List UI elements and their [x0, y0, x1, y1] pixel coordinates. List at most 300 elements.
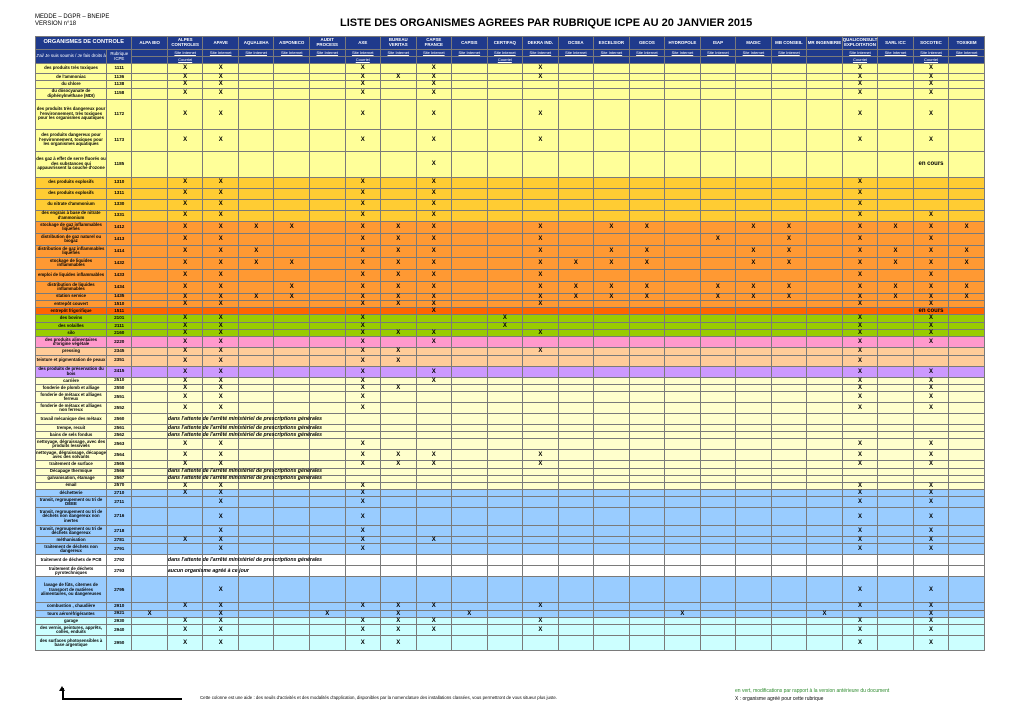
- approved-mark: X: [345, 384, 381, 391]
- row-label: teinture et pigmentation de peaux: [36, 355, 107, 366]
- empty-cell: [238, 392, 274, 403]
- empty-cell: [771, 482, 807, 489]
- empty-cell: [771, 64, 807, 74]
- footnote: Cette colonne est une aide : des seuils d'activités et des modalités d'application, disponibles par la nomenclature des installations classées, vous permettront de vous situeur plus juste.: [200, 695, 558, 700]
- empty-cell: [381, 489, 417, 496]
- empty-cell: [381, 210, 417, 221]
- approved-mark: X: [345, 355, 381, 366]
- empty-cell: [274, 245, 310, 257]
- approved-mark: X: [203, 537, 239, 544]
- approved-mark: X: [203, 384, 239, 391]
- approved-mark: X: [913, 233, 949, 245]
- empty-cell: [949, 384, 985, 391]
- mail-link[interactable]: Courriel: [842, 57, 878, 64]
- site-link[interactable]: Site Internet: [878, 50, 914, 57]
- approved-mark: X: [913, 377, 949, 384]
- empty-cell: [309, 618, 345, 625]
- empty-cell: [167, 544, 203, 555]
- empty-cell: [736, 74, 772, 81]
- empty-cell: [807, 281, 843, 293]
- empty-cell: [238, 88, 274, 99]
- empty-cell: [558, 566, 594, 577]
- empty-cell: [771, 577, 807, 603]
- empty-cell: [665, 377, 701, 384]
- approved-mark: X: [842, 377, 878, 384]
- row-code: 1433: [107, 269, 132, 281]
- empty-cell: [132, 566, 168, 577]
- site-link[interactable]: Site Internet: [629, 50, 665, 57]
- empty-cell: [949, 432, 985, 439]
- empty-cell: [132, 377, 168, 384]
- row-label: transit, regroupement ou tri de déchets dangereux: [36, 526, 107, 537]
- empty-cell: [132, 348, 168, 355]
- approved-mark: X: [523, 618, 559, 625]
- empty-cell: [274, 461, 310, 468]
- approved-mark: X: [167, 450, 203, 461]
- table-row: [36, 81, 985, 88]
- row-code: 1310: [107, 177, 132, 188]
- table-row: [36, 245, 985, 257]
- empty-cell: [700, 57, 736, 64]
- empty-cell: [949, 199, 985, 210]
- empty-cell: [629, 425, 665, 432]
- empty-cell: [523, 315, 559, 322]
- empty-cell: [807, 603, 843, 610]
- empty-cell: [238, 482, 274, 489]
- approved-mark: X: [345, 293, 381, 300]
- empty-cell: [381, 537, 417, 544]
- empty-cell: [629, 461, 665, 468]
- empty-cell: [736, 482, 772, 489]
- empty-cell: [665, 81, 701, 88]
- site-link[interactable]: Site Internet: [167, 50, 203, 57]
- empty-cell: [665, 221, 701, 233]
- empty-cell: [771, 432, 807, 439]
- approved-mark: X: [736, 281, 772, 293]
- site-link[interactable]: Site Internet: [913, 50, 949, 57]
- empty-cell: [665, 337, 701, 348]
- empty-cell: [452, 544, 488, 555]
- empty-cell: [487, 177, 523, 188]
- empty-cell: [452, 461, 488, 468]
- empty-cell: [878, 348, 914, 355]
- empty-cell: [629, 177, 665, 188]
- empty-cell: [274, 99, 310, 129]
- org-name: TOXIKEM: [949, 37, 985, 50]
- empty-cell: [842, 555, 878, 566]
- empty-cell: [807, 377, 843, 384]
- row-code: 2351: [107, 355, 132, 366]
- site-link[interactable]: Site Internet: [345, 50, 381, 57]
- approved-mark: X: [842, 526, 878, 537]
- empty-cell: [807, 439, 843, 450]
- site-link[interactable]: Site Internet: [700, 50, 736, 57]
- mail-link[interactable]: Courriel: [913, 57, 949, 64]
- empty-cell: [238, 526, 274, 537]
- empty-cell: [665, 188, 701, 199]
- empty-cell: [487, 337, 523, 348]
- approved-mark: X: [345, 330, 381, 337]
- empty-cell: [558, 636, 594, 651]
- empty-cell: [913, 199, 949, 210]
- approved-mark: X: [842, 577, 878, 603]
- empty-cell: [807, 188, 843, 199]
- empty-cell: [807, 618, 843, 625]
- empty-cell: [381, 377, 417, 384]
- empty-cell: [771, 508, 807, 526]
- row-code: 1434: [107, 281, 132, 293]
- approved-mark: X: [381, 281, 417, 293]
- empty-cell: [736, 610, 772, 617]
- empty-cell: [736, 603, 772, 610]
- empty-cell: [771, 526, 807, 537]
- approved-mark: X: [842, 330, 878, 337]
- approved-mark: X: [345, 129, 381, 151]
- empty-cell: [558, 210, 594, 221]
- empty-cell: [558, 497, 594, 508]
- empty-cell: [558, 308, 594, 315]
- site-link[interactable]: Site Internet: [238, 50, 274, 57]
- empty-cell: [736, 366, 772, 377]
- approved-mark: X: [381, 618, 417, 625]
- empty-cell: [309, 544, 345, 555]
- empty-cell: [132, 482, 168, 489]
- empty-cell: [523, 526, 559, 537]
- empty-cell: [309, 392, 345, 403]
- empty-cell: [629, 330, 665, 337]
- site-link[interactable]: Site Internet: [203, 50, 239, 57]
- empty-cell: [238, 489, 274, 496]
- empty-cell: [309, 129, 345, 151]
- approved-mark: X: [771, 233, 807, 245]
- row-code: 2921: [107, 610, 132, 617]
- empty-cell: [558, 151, 594, 177]
- empty-cell: [274, 199, 310, 210]
- empty-cell: [238, 603, 274, 610]
- empty-cell: [558, 99, 594, 129]
- empty-cell: [807, 355, 843, 366]
- approved-mark: X: [203, 99, 239, 129]
- empty-cell: [345, 610, 381, 617]
- empty-cell: [345, 151, 381, 177]
- site-link[interactable]: Site Internet: [771, 50, 807, 57]
- empty-cell: [309, 439, 345, 450]
- empty-cell: [452, 348, 488, 355]
- empty-cell: [807, 50, 843, 57]
- empty-cell: [771, 330, 807, 337]
- empty-cell: [700, 257, 736, 269]
- empty-cell: [523, 177, 559, 188]
- empty-cell: [736, 461, 772, 468]
- row-note: dans l'attente de l'arrêté ministériel de prescriptions générales: [167, 467, 323, 474]
- approved-mark: X: [381, 384, 417, 391]
- row-label: distribution de gaz inflammables liquéfiés: [36, 245, 107, 257]
- empty-cell: [381, 337, 417, 348]
- empty-cell: [487, 129, 523, 151]
- empty-cell: [487, 384, 523, 391]
- empty-cell: [309, 461, 345, 468]
- empty-cell: [629, 188, 665, 199]
- site-link[interactable]: Site Internet: [487, 50, 523, 57]
- approved-mark: X: [203, 64, 239, 74]
- empty-cell: [274, 57, 310, 64]
- approved-mark: X: [345, 269, 381, 281]
- empty-cell: [132, 330, 168, 337]
- empty-cell: [629, 489, 665, 496]
- empty-cell: [452, 489, 488, 496]
- empty-cell: [309, 269, 345, 281]
- empty-cell: [594, 468, 630, 475]
- empty-cell: [132, 50, 168, 57]
- empty-cell: [807, 432, 843, 439]
- table-row: [36, 355, 985, 366]
- empty-cell: [594, 625, 630, 636]
- version-label: VERSION n°18: [35, 21, 77, 27]
- approved-mark: X: [345, 177, 381, 188]
- approved-mark: X: [345, 337, 381, 348]
- empty-cell: [700, 74, 736, 81]
- row-label: fonderie de métaux et alliages ferreux: [36, 392, 107, 403]
- approved-mark: X: [416, 366, 452, 377]
- empty-cell: [487, 636, 523, 651]
- table-row: [36, 403, 985, 414]
- empty-cell: [700, 555, 736, 566]
- empty-cell: [238, 281, 274, 293]
- table-row: [36, 330, 985, 337]
- empty-cell: [238, 129, 274, 151]
- empty-cell: [771, 177, 807, 188]
- empty-cell: [771, 74, 807, 81]
- empty-cell: [309, 322, 345, 329]
- empty-cell: [132, 210, 168, 221]
- empty-cell: [736, 315, 772, 322]
- approved-mark: X: [203, 315, 239, 322]
- empty-cell: [309, 151, 345, 177]
- empty-cell: [949, 618, 985, 625]
- org-name: ASPONECO: [274, 37, 310, 50]
- empty-cell: [594, 392, 630, 403]
- approved-mark: X: [381, 461, 417, 468]
- empty-cell: [487, 414, 523, 425]
- empty-cell: [665, 414, 701, 425]
- approved-mark: X: [416, 330, 452, 337]
- site-link[interactable]: Site Internet: [523, 50, 559, 57]
- empty-cell: [665, 384, 701, 391]
- empty-cell: [487, 99, 523, 129]
- empty-cell: [203, 308, 239, 315]
- empty-cell: [949, 526, 985, 537]
- approved-mark: X: [842, 461, 878, 468]
- empty-cell: [594, 425, 630, 432]
- empty-cell: [629, 508, 665, 526]
- approved-mark: X: [167, 281, 203, 293]
- empty-cell: [274, 348, 310, 355]
- row-label: des vernis, peintures, apprêts, colles, enduits: [36, 625, 107, 636]
- site-link[interactable]: Site Internet: [309, 50, 345, 57]
- empty-cell: [381, 403, 417, 414]
- empty-cell: [381, 392, 417, 403]
- table-row: [36, 432, 985, 439]
- row-code: 2710: [107, 489, 132, 496]
- empty-cell: [381, 99, 417, 129]
- org-label: MEDDE – DGPR – BNEIPE: [35, 14, 110, 20]
- empty-cell: [949, 625, 985, 636]
- table-row: [36, 537, 985, 544]
- empty-cell: [665, 603, 701, 610]
- empty-cell: [309, 330, 345, 337]
- approved-mark: X: [167, 74, 203, 81]
- site-link[interactable]: Site Internet: [274, 50, 310, 57]
- empty-cell: [452, 377, 488, 384]
- empty-cell: [487, 366, 523, 377]
- empty-cell: [238, 322, 274, 329]
- approved-mark: X: [913, 221, 949, 233]
- approved-mark: X: [736, 293, 772, 300]
- site-link[interactable]: Site Internet: [949, 50, 985, 57]
- approved-mark: X: [167, 221, 203, 233]
- empty-cell: [381, 315, 417, 322]
- legend-modifications: en vert, modifications par rapport à la version antérieure du document: [735, 688, 890, 694]
- empty-cell: [594, 526, 630, 537]
- mail-link[interactable]: Courriel: [487, 57, 523, 64]
- empty-cell: [736, 526, 772, 537]
- empty-cell: [238, 348, 274, 355]
- approved-mark: X: [167, 257, 203, 269]
- row-label: des produits explosifs: [36, 188, 107, 199]
- empty-cell: [878, 308, 914, 315]
- approved-mark: X: [913, 450, 949, 461]
- approved-mark: X: [416, 151, 452, 177]
- site-link[interactable]: Site Internet: [842, 50, 878, 57]
- approved-mark: X: [203, 489, 239, 496]
- table-row: [36, 450, 985, 461]
- approved-mark: X: [345, 366, 381, 377]
- empty-cell: [736, 81, 772, 88]
- empty-cell: [665, 281, 701, 293]
- empty-cell: [807, 526, 843, 537]
- approved-mark: X: [913, 508, 949, 526]
- empty-cell: [700, 618, 736, 625]
- site-link[interactable]: Site Internet: [416, 50, 452, 57]
- empty-cell: [274, 544, 310, 555]
- approved-mark: X: [203, 508, 239, 526]
- empty-cell: [381, 366, 417, 377]
- empty-cell: [700, 221, 736, 233]
- empty-cell: [629, 432, 665, 439]
- site-link[interactable]: Site Internet: [665, 50, 701, 57]
- empty-cell: [523, 577, 559, 603]
- site-link[interactable]: Site Internet: [381, 50, 417, 57]
- table-row: [36, 468, 985, 475]
- empty-cell: [665, 461, 701, 468]
- empty-cell: [487, 439, 523, 450]
- empty-cell: [878, 330, 914, 337]
- approved-mark: X: [345, 322, 381, 329]
- empty-cell: [878, 526, 914, 537]
- row-label: lavage de fûts, citernes de transport de matières alimentaires, ou dangereuses: [36, 577, 107, 603]
- row-label: transit, regroupement ou tri de déchets non dangereux non inertes: [36, 508, 107, 526]
- empty-cell: [700, 392, 736, 403]
- site-link[interactable]: Site Internet: [558, 50, 594, 57]
- empty-cell: [523, 81, 559, 88]
- empty-cell: [842, 432, 878, 439]
- approved-mark: X: [523, 281, 559, 293]
- empty-cell: [736, 489, 772, 496]
- empty-cell: [238, 497, 274, 508]
- empty-cell: [309, 403, 345, 414]
- empty-cell: [487, 300, 523, 307]
- approved-mark: X: [345, 544, 381, 555]
- empty-cell: [274, 210, 310, 221]
- empty-cell: [381, 308, 417, 315]
- table-row: [36, 293, 985, 300]
- empty-cell: [700, 414, 736, 425]
- approved-mark: X: [203, 269, 239, 281]
- approved-mark: X: [381, 269, 417, 281]
- approved-mark: X: [416, 233, 452, 245]
- approved-mark: X: [842, 210, 878, 221]
- approved-mark: X: [416, 245, 452, 257]
- empty-cell: [878, 450, 914, 461]
- row-note: dans l'attente de l'arrêté ministériel de prescriptions générales: [167, 474, 323, 481]
- empty-cell: [771, 468, 807, 475]
- empty-cell: [629, 366, 665, 377]
- empty-cell: [807, 366, 843, 377]
- empty-cell: [309, 177, 345, 188]
- empty-cell: [452, 403, 488, 414]
- approved-mark: X: [167, 188, 203, 199]
- mail-link[interactable]: Courriel: [167, 57, 203, 64]
- site-link[interactable]: Site Internet: [452, 50, 488, 57]
- empty-cell: [736, 497, 772, 508]
- empty-cell: [594, 555, 630, 566]
- empty-cell: [629, 468, 665, 475]
- empty-cell: [665, 475, 701, 482]
- row-label: traitement de déchets de PCB: [36, 555, 107, 566]
- approved-mark: X: [913, 315, 949, 322]
- empty-cell: [487, 555, 523, 566]
- empty-cell: [771, 199, 807, 210]
- empty-cell: [878, 377, 914, 384]
- site-link[interactable]: Site Internet: [594, 50, 630, 57]
- empty-cell: [487, 293, 523, 300]
- empty-cell: [416, 508, 452, 526]
- approved-mark: X: [842, 315, 878, 322]
- empty-cell: [949, 566, 985, 577]
- empty-cell: [523, 188, 559, 199]
- empty-cell: [238, 210, 274, 221]
- empty-cell: [238, 269, 274, 281]
- org-name: ISAP: [700, 37, 736, 50]
- row-code: 1330: [107, 199, 132, 210]
- empty-cell: [700, 366, 736, 377]
- mail-link[interactable]: Courriel: [345, 57, 381, 64]
- empty-cell: [309, 233, 345, 245]
- approved-mark: X: [842, 269, 878, 281]
- approved-mark: X: [167, 269, 203, 281]
- empty-cell: [487, 348, 523, 355]
- site-link[interactable]: Site Internet: [736, 50, 772, 57]
- empty-cell: [629, 384, 665, 391]
- empty-cell: [274, 497, 310, 508]
- approved-mark: X: [167, 81, 203, 88]
- empty-cell: [949, 308, 985, 315]
- empty-cell: [700, 300, 736, 307]
- row-code: 2111: [107, 322, 132, 329]
- empty-cell: [416, 355, 452, 366]
- empty-cell: [594, 366, 630, 377]
- empty-cell: [416, 566, 452, 577]
